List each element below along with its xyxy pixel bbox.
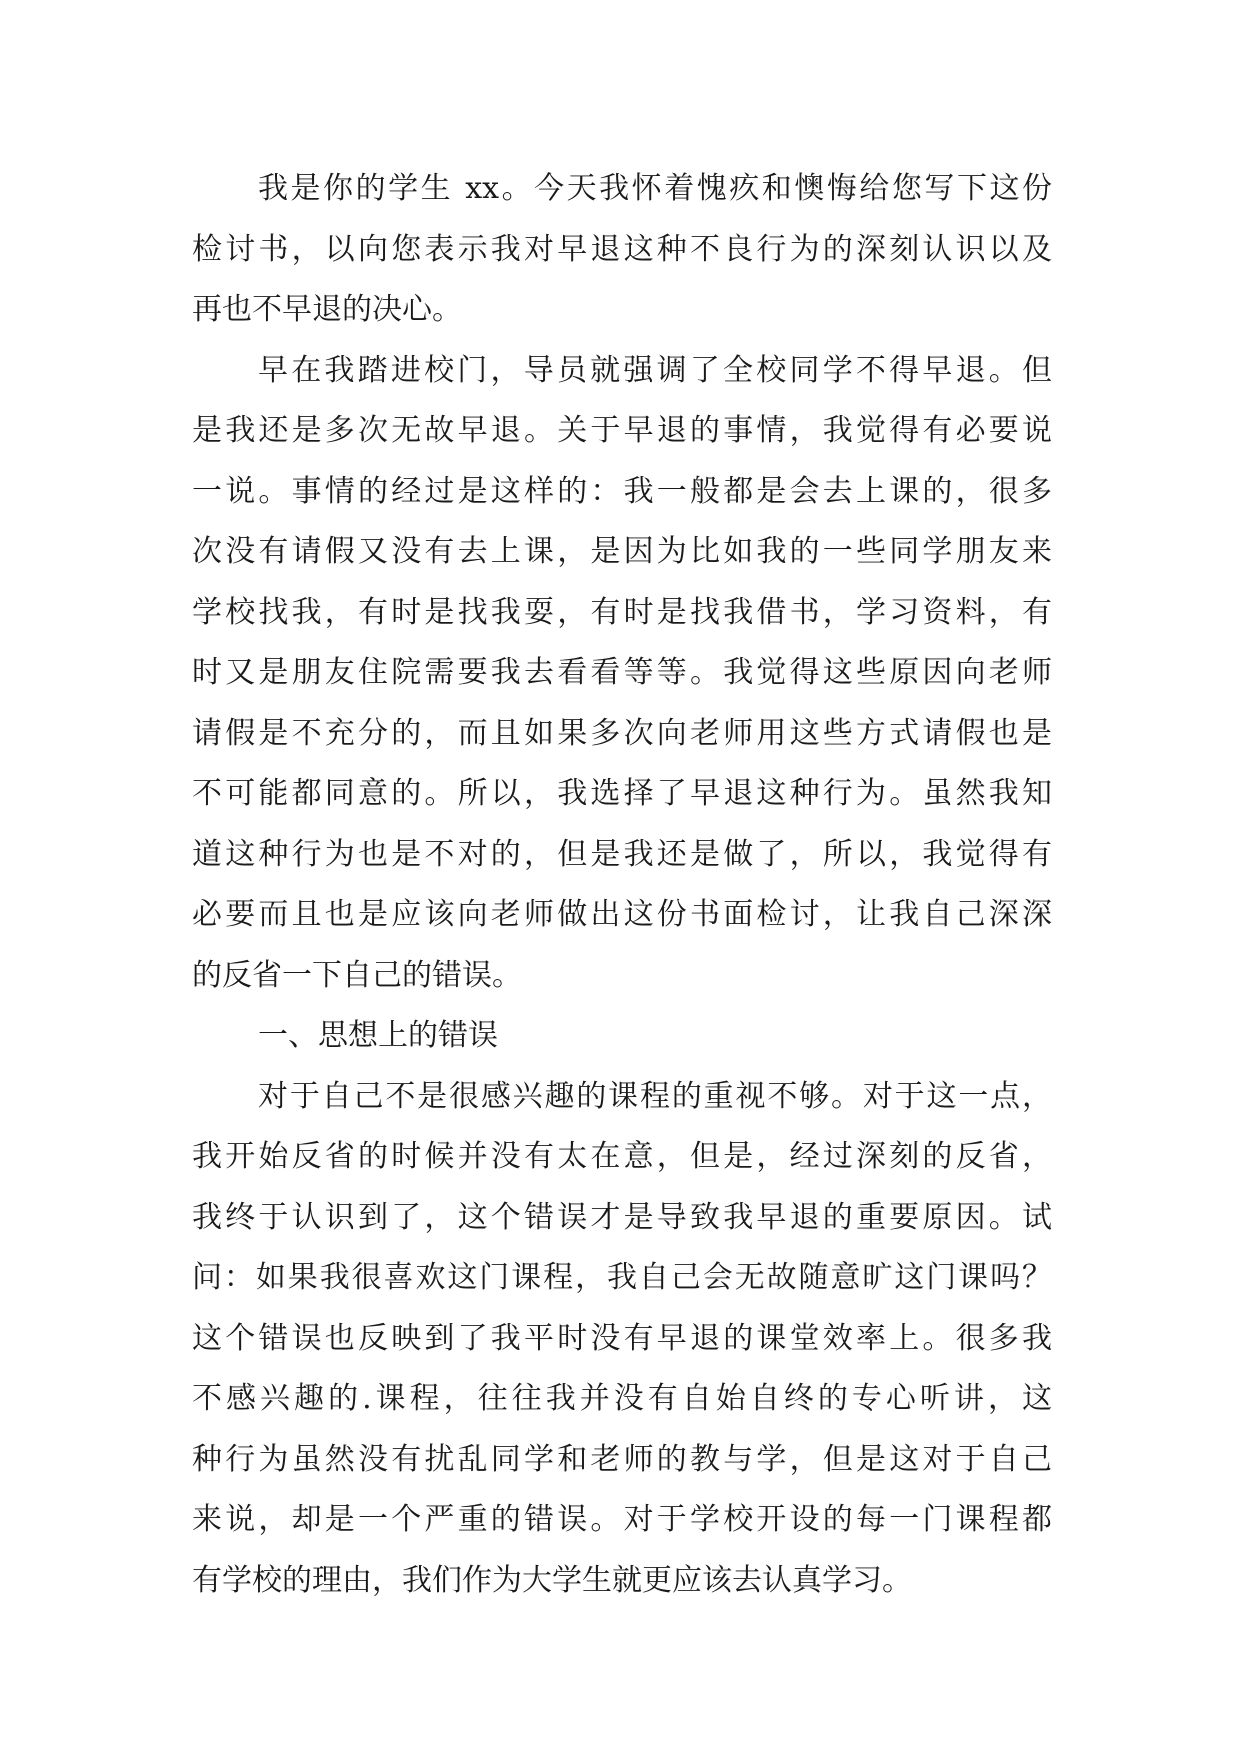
text-line: 次没有请假又没有去上课，是因为比如我的一些同学朋友来: [192, 534, 1052, 569]
text-line: 学校找我，有时是找我耍，有时是找我借书，学习资料，有: [192, 594, 1052, 630]
text-line: 有学校的理由，我们作为大学生就更应该去认真学习。: [192, 1562, 912, 1598]
text-line: 我是你的学生 xx。今天我怀着愧疚和懊悔给您写下这份: [258, 171, 1052, 206]
section-heading: [192, 1006, 1052, 1067]
text-line: 道这种行为也是不对的，但是我还是做了，所以，我觉得有: [192, 836, 1052, 872]
text-line: 是我还是多次无故早退。关于早退的事情，我觉得有必要说: [192, 413, 1052, 448]
text-line: 时又是朋友住院需要我去看看等等。我觉得这些原因向老师: [192, 655, 1052, 690]
text-line: 不感兴趣的.课程，往往我并没有自始自终的专心听讲，这: [192, 1381, 1052, 1416]
text-line: 的反省一下自己的错误。: [192, 957, 522, 993]
text-line: 必要而且也是应该向老师做出这份书面检讨，让我自己深深: [192, 897, 1052, 932]
text-line: 我开始反省的时候并没有太在意，但是，经过深刻的反省，: [192, 1139, 1052, 1174]
text-line: 检讨书，以向您表示我对早退这种不良行为的深刻认识以及: [192, 231, 1052, 267]
text-line: 一说。事情的经过是这样的：我一般都是会去上课的，很多: [192, 473, 1052, 509]
paragraph-3: [192, 1067, 1052, 1612]
text-line: 再也不早退的决心。: [192, 292, 462, 327]
paragraph-1: [192, 159, 1052, 341]
text-line: 这个错误也反映到了我平时没有早退的课堂效率上。很多我: [192, 1320, 1052, 1356]
section-heading-text: 一、思想上的错误: [258, 1018, 498, 1053]
text-line: 我终于认识到了，这个错误才是导致我早退的重要原因。试: [192, 1199, 1052, 1235]
text-line: 请假是不充分的，而且如果多次向老师用这些方式请假也是: [192, 715, 1052, 751]
text-line: 问：如果我很喜欢这门课程，我自己会无故随意旷这门课吗？: [192, 1260, 1052, 1295]
text-line: 对于自己不是很感兴趣的课程的重视不够。对于这一点，: [258, 1078, 1052, 1114]
text-line: 早在我踏进校门，导员就强调了全校同学不得早退。但: [258, 352, 1052, 388]
text-line: 种行为虽然没有扰乱同学和老师的教与学，但是这对于自己: [192, 1441, 1052, 1477]
paragraph-2: [192, 341, 1052, 1007]
document-body: [192, 159, 1052, 1611]
text-line: 来说，却是一个严重的错误。对于学校开设的每一门课程都: [192, 1502, 1052, 1537]
text-line: 不可能都同意的。所以，我选择了早退这种行为。虽然我知: [192, 776, 1052, 811]
